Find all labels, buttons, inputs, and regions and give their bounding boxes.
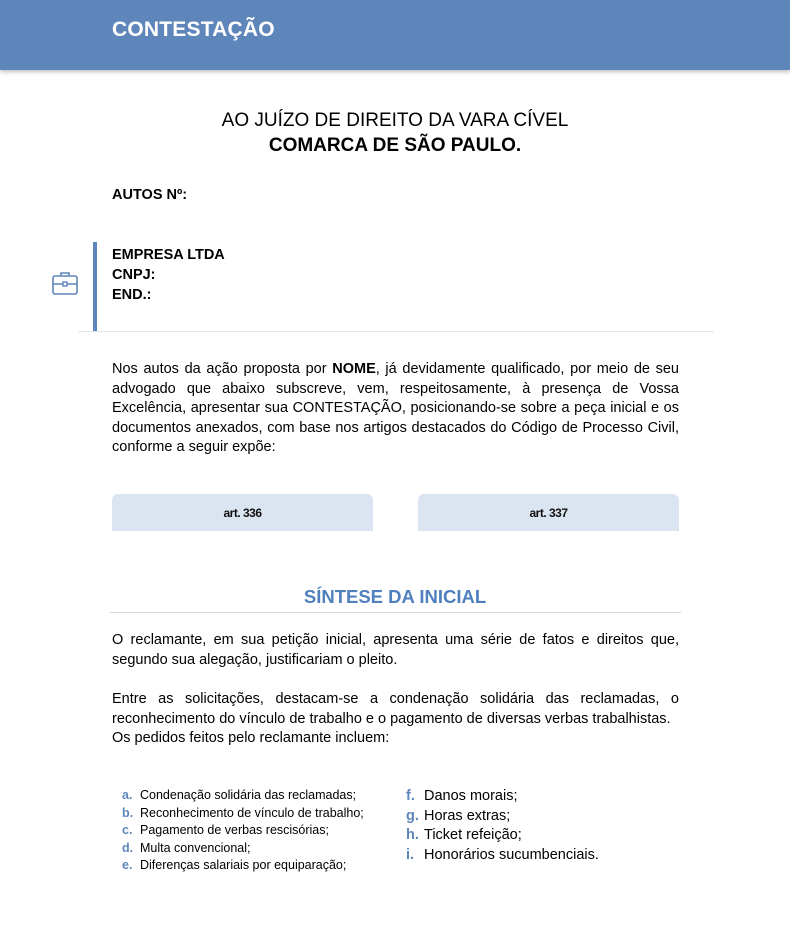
page-header (0, 0, 790, 70)
party-company: EMPRESA LTDA (112, 247, 225, 263)
list-item (122, 787, 372, 805)
briefcase-icon (50, 268, 80, 298)
requests-list-right (406, 787, 686, 865)
synthesis-title: SÍNTESE DA INICIAL (303, 586, 487, 607)
list-item (406, 787, 686, 807)
list-item (122, 822, 372, 840)
list-item (406, 826, 686, 846)
plaintiff-name: NOME (332, 361, 376, 377)
synthesis-paragraph-2 (112, 690, 679, 749)
party-address: END.: (112, 287, 152, 303)
list-item-text: Horas extras; (424, 807, 511, 824)
court-district: COMARCA DE SÃO PAULO. (268, 135, 522, 156)
synthesis-requests-text: Entre as solicitações, destacam-se a condenação solidária das reclamadas, o reconhecimento do vínculo de trabalho e o pagamento de diversas verbas trabalhistas. (112, 691, 679, 727)
intro-text-end: , já devidamente qualificado, por meio de seu advogado que abaixo subscreve, vem, respeitosamente, à presença de Vossa Excelência, apresentar sua CONTESTAÇÃO, posicionando-se sobre a peça inicial e os documentos anexados, com base nos artigos destacados do Código de Processo Civil, conforme a seguir expõe: (112, 361, 680, 456)
list-marker: f. (406, 788, 415, 804)
list-marker: h. (406, 827, 419, 843)
list-item (406, 846, 686, 866)
list-item-text: Ticket refeição; (424, 827, 522, 843)
list-marker: g. (406, 807, 419, 824)
page-title: CONTESTAÇÃO (112, 18, 275, 41)
court-addressee: AO JUÍZO DE DIREITO DA VARA CÍVEL (221, 110, 569, 131)
list-item-text: Multa convencional; (140, 840, 251, 855)
list-marker: a. (122, 788, 133, 802)
party-info (112, 245, 225, 305)
article-337-button[interactable]: art. 337 (418, 494, 679, 531)
list-item (122, 840, 372, 858)
list-item (122, 857, 372, 875)
list-marker: i. (406, 846, 415, 863)
synthesis-divider (110, 612, 681, 613)
list-item-text: Pagamento de verbas rescisórias; (140, 823, 329, 837)
list-marker: e. (122, 858, 133, 872)
article-336-button[interactable]: art. 336 (112, 494, 373, 531)
list-item-text: Honorários sucumbenciais. (424, 846, 599, 863)
intro-paragraph (112, 360, 679, 458)
party-cnpj: CNPJ: (112, 267, 156, 283)
list-item-text: Danos morais; (424, 788, 518, 804)
list-marker: d. (122, 840, 134, 855)
list-marker: c. (122, 823, 133, 837)
party-accent-bar (93, 242, 97, 331)
section-divider (78, 331, 714, 332)
list-marker: b. (122, 805, 134, 820)
list-item-text: Reconhecimento de vínculo de trabalho; (140, 805, 364, 820)
intro-text-start: Nos autos da ação proposta por (112, 361, 333, 377)
list-item (122, 805, 372, 823)
case-number-label: AUTOS Nº: (112, 187, 188, 203)
list-item-text: Condenação solidária das reclamadas; (140, 788, 357, 802)
requests-list-left (122, 787, 372, 875)
synthesis-paragraph-1: O reclamante, em sua petição inicial, apresenta uma série de fatos e direitos que, segundo sua alegação, justificariam o pleito. (112, 632, 679, 668)
list-item (406, 807, 686, 827)
synthesis-requests-intro: Os pedidos feitos pelo reclamante incluem: (112, 730, 390, 747)
list-item-text: Diferenças salariais por equiparação; (140, 858, 347, 872)
